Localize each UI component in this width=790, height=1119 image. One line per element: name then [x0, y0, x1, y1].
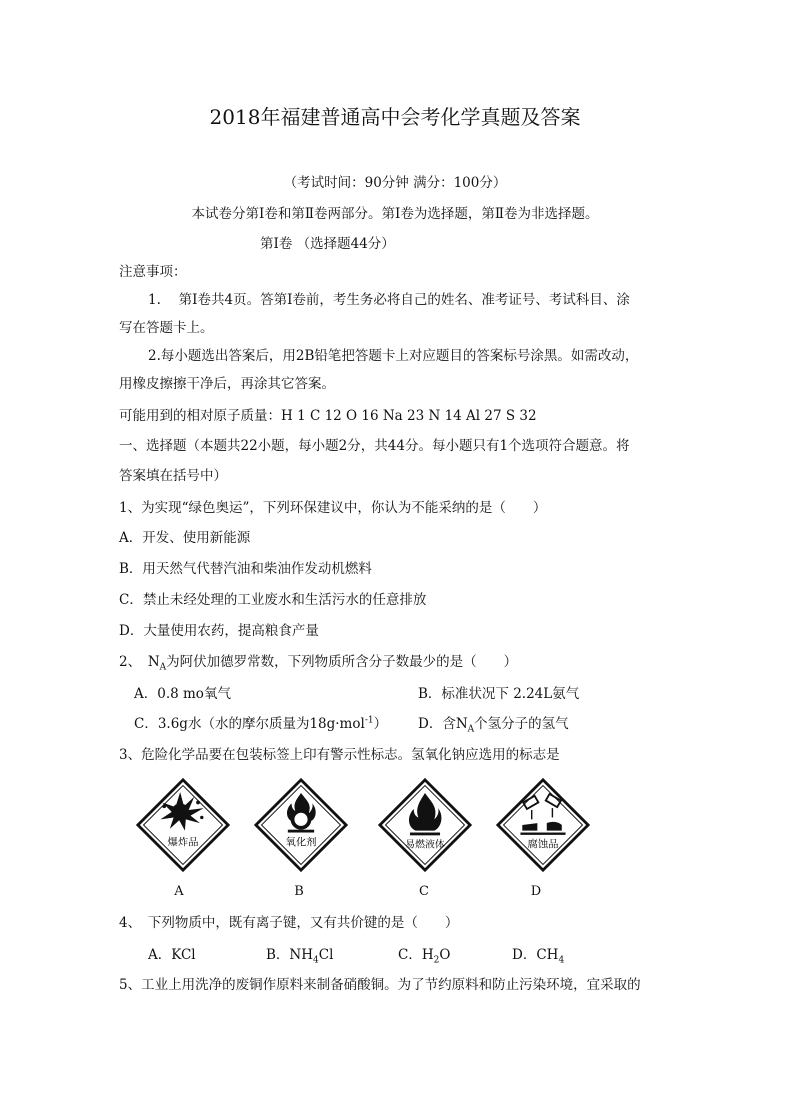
sign-b-label: 氧化剂	[285, 836, 317, 849]
q2-option-a: A．0.8 mo氧气	[134, 686, 231, 702]
sign-a-letter: A	[174, 884, 184, 899]
sign-d-letter: D	[530, 884, 542, 899]
q4-option-d: D．$CH_4$	[512, 947, 565, 966]
q3-stem: 3、危险化学品要在包装标签上印有警示性标志。氢氧化钠应选用的标志是	[119, 747, 560, 763]
hazard-sign-flammable-liquid	[378, 778, 472, 872]
note-1-line-2: 写在答题卡上。	[119, 320, 214, 336]
q1-option-b: B．用天然气代替汽油和柴油作发动机燃料	[119, 561, 372, 577]
notes-title: 注意事项：	[119, 264, 187, 280]
hazard-sign-corrosive	[496, 778, 590, 872]
sign-c-label: 易燃液体	[405, 839, 445, 851]
part1-heading-line-2: 答案填在括号中）	[119, 468, 227, 484]
sign-a-label: 爆炸品	[167, 836, 199, 849]
q1-option-c: C．禁止未经处理的工业废水和生活污水的任意排放	[119, 592, 427, 608]
q1-stem: 1、为实现“绿色奥运”，下列环保建议中，你认为不能采纳的是（ ）	[119, 500, 547, 516]
q4-stem: 4、 下列物质中，既有离子键，又有共价键的是（ ）	[119, 915, 459, 931]
note-2-line-1: 2.每小题选出答案后，用2B铅笔把答题卡上对应题目的答案标号涂黑。如需改动，	[148, 348, 639, 364]
q4-option-a: A．KCl	[148, 947, 196, 963]
note-1-line-1: 1. 第Ⅰ卷共4页。答第Ⅰ卷前，考生务必将自己的姓名、准考证号、考试科目、涂	[148, 292, 630, 308]
q2-option-b: B．标准状况下 2.24L氨气	[418, 686, 580, 702]
sign-b-letter: B	[294, 884, 304, 899]
paper-intro: 本试卷分第Ⅰ卷和第Ⅱ卷两部分。第Ⅰ卷为选择题，第Ⅱ卷为非选择题。	[191, 206, 599, 222]
hazard-sign-explosive	[136, 778, 230, 872]
q1-option-d: D．大量使用农药，提高粮食产量	[119, 623, 319, 639]
q1-option-a: A．开发、使用新能源	[119, 530, 251, 546]
sign-c-letter: C	[419, 884, 429, 899]
q2-option-c: C．3.6g水（水的摩尔质量为18g·mol$^{-1}$）	[134, 715, 388, 732]
sign-d-label: 腐蚀品	[527, 838, 559, 851]
section1-title: 第Ⅰ卷 （选择题44分）	[260, 236, 395, 252]
atomic-masses: 可能用到的相对原子质量：H 1 C 12 O 16 Na 23 N 14 Al 27 S 32	[119, 408, 537, 424]
q2-option-d: D．含$N_A$个氢分子的氢气	[418, 716, 569, 735]
part1-heading-line-1: 一、选择题（本题共22小题，每小题2分，共44分。每小题只有1个选项符合题意。将	[119, 438, 630, 454]
note-2-line-2: 用橡皮擦擦干净后，再涂其它答案。	[119, 376, 335, 392]
q4-option-b: B．$NH_4Cl$	[266, 947, 334, 966]
q4-option-c: C．$H_2O$	[398, 947, 451, 966]
q5-stem: 5、工业上用洗净的废铜作原料来制备硝酸铜。为了节约原料和防止污染环境，宜采取的	[119, 977, 641, 993]
exam-info: （考试时间：90分钟 满分：100分）	[283, 175, 507, 191]
q2-stem: 2、 $N_A$为阿伏加德罗常数，下列物质所含分子数最少的是（ ）	[119, 654, 518, 673]
page-title: 2018年福建普通高中会考化学真题及答案	[209, 105, 581, 129]
hazard-sign-oxidizer	[254, 778, 348, 872]
